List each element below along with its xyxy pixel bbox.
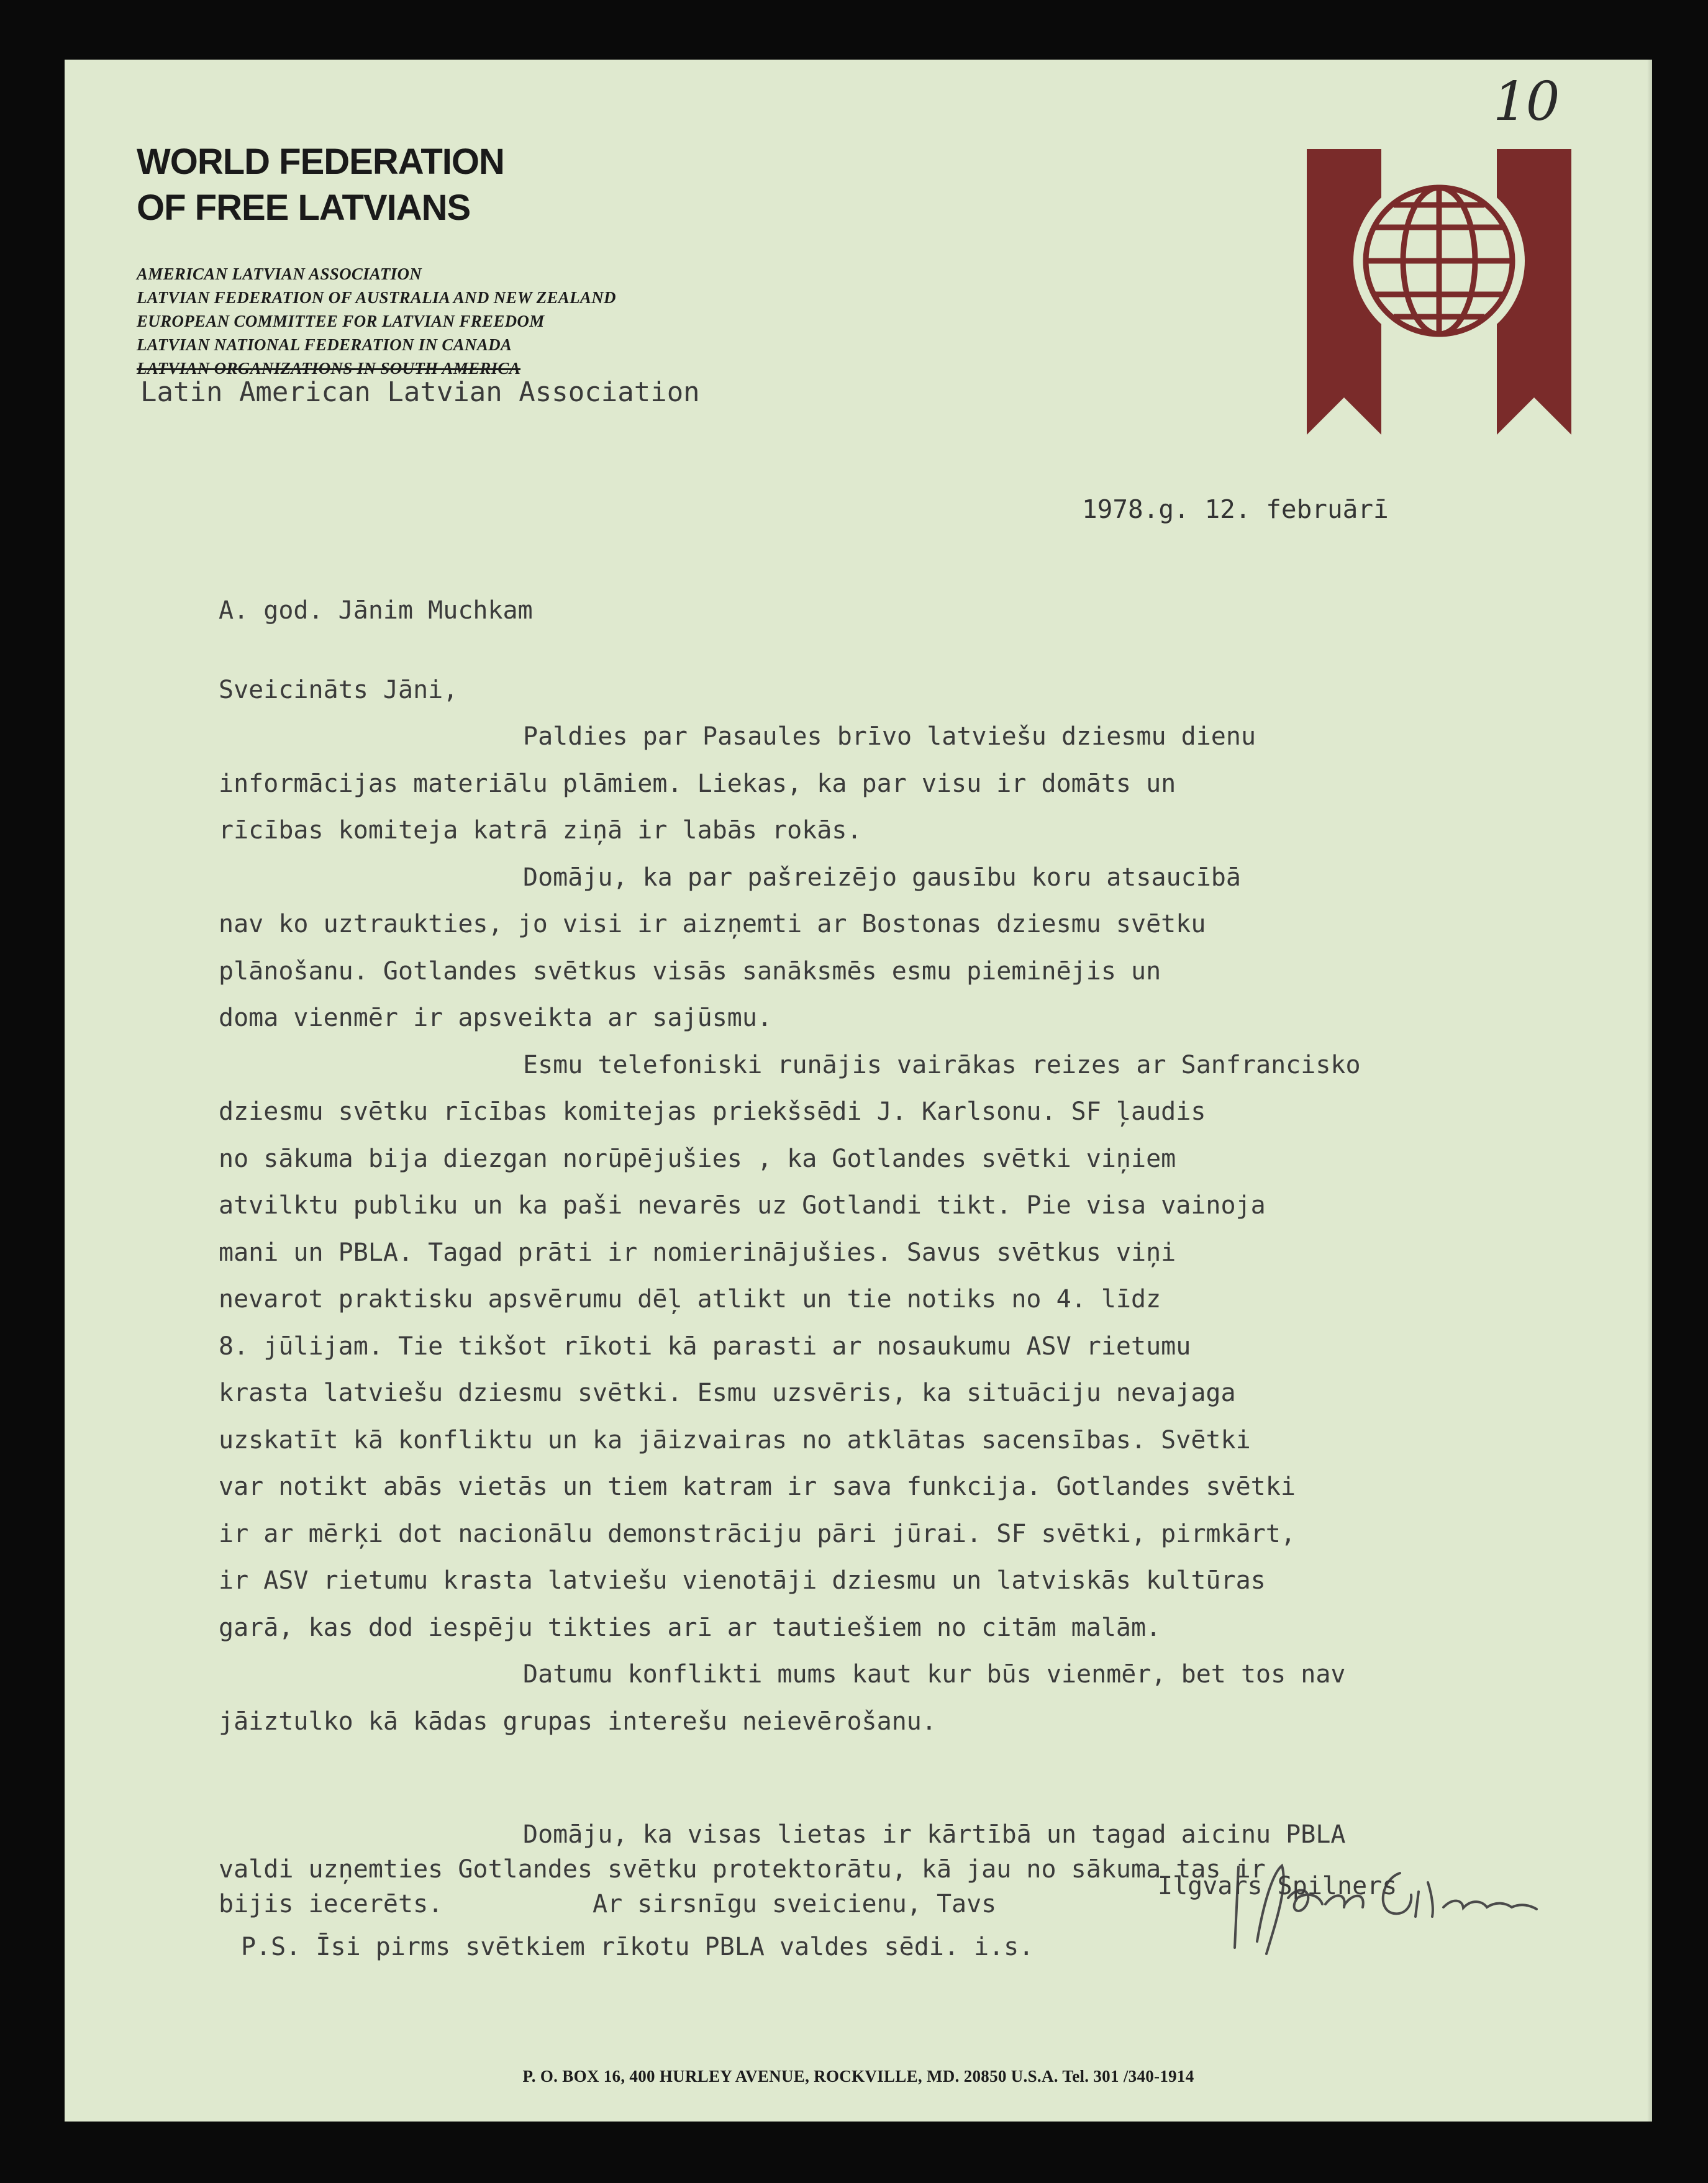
letterhead-title xyxy=(137,139,504,231)
sheet-edge-shadow xyxy=(1647,60,1652,2122)
letter-date: 1978.g. 12. februārī xyxy=(1082,494,1389,524)
letter-line: rīcības komiteja katrā ziņā ir labās rokās. xyxy=(219,816,862,845)
letter-line: uzskatīt kā konfliktu un ka jāizvairas no atklātas sacensības. Svētki xyxy=(219,1425,1251,1455)
member-organization: LATVIAN FEDERATION OF AUSTRALIA AND NEW ZEALAND xyxy=(137,288,616,307)
letter-line: informācijas materiālu plāmiem. Liekas, ka par visu ir domāts un xyxy=(219,769,1176,798)
typed-correction: Latin American Latvian Association xyxy=(140,376,700,408)
letter-line: var notikt abās vietās un tiem katram ir sava funkcija. Gotlandes svētki xyxy=(219,1473,1296,1501)
paragraph xyxy=(219,855,1616,1042)
letter-line: no sākuma bija diezgan norūpējušies , ka Gotlandes svētki viņiem xyxy=(219,1144,1176,1173)
signer-name: Ilgvars Spilners xyxy=(1158,1872,1397,1900)
member-organization-struck: LATVIAN ORGANIZATIONS IN SOUTH AMERICA xyxy=(137,359,521,378)
letterhead-title-line-1: WORLD FEDERATION xyxy=(137,142,504,182)
closing-line: bijis iecerēts. Ar sirsnīgu sveicienu, Tavs xyxy=(219,1890,997,1918)
letter-line: ir ASV rietumu krasta latviešu vienotāji dziesmu un latviskās kultūras xyxy=(219,1566,1266,1595)
letter-line: Datumu konflikti mums kaut kur būs vienmēr, bet tos nav xyxy=(523,1660,1346,1689)
salutation: Sveicināts Jāni, xyxy=(219,675,458,704)
closing-line: valdi uzņemties Gotlandes svētku protektorātu, kā jau no sākuma tas ir xyxy=(219,1855,1266,1884)
letter-line: mani un PBLA. Tagad prāti ir nomierinājušies. Savus svētkus viņi xyxy=(219,1238,1176,1267)
letter-line: dziesmu svētku rīcības komitejas priekšsēdi J. Karlsonu. SF ļaudis xyxy=(219,1097,1206,1126)
letter-line: ir ar mērķi dot nacionālu demonstrāciju pāri jūrai. SF svētki, pirmkārt, xyxy=(219,1519,1296,1548)
letterhead-title-line-2: OF FREE LATVIANS xyxy=(137,188,471,228)
member-organizations-list xyxy=(137,262,616,380)
handwritten-page-number: 10 xyxy=(1493,71,1559,133)
paragraph xyxy=(219,1651,1616,1745)
letter-line: doma vienmēr ir apsveikta ar sajūsmu. xyxy=(219,1004,773,1032)
postscript: P.S. Īsi pirms svētkiem rīkotu PBLA valdes sēdi. i.s. xyxy=(241,1933,1034,1961)
footer-address: P. O. BOX 16, 400 HURLEY AVENUE, ROCKVILLE, MD. 20850 U.S.A. Tel. 301 /340-1914 xyxy=(522,2067,1194,2085)
letter-line: Domāju, ka par pašreizējo gausību koru atsaucībā xyxy=(523,863,1241,892)
letter-line: krasta latviešu dziesmu svētki. Esmu uzsvēris, ka situāciju nevajaga xyxy=(219,1379,1236,1407)
member-organization: LATVIAN NATIONAL FEDERATION IN CANADA xyxy=(137,335,512,354)
letter-body xyxy=(219,588,1616,1745)
letter-line: Esmu telefoniski runājis vairākas reizes ar Sanfrancisko xyxy=(523,1050,1361,1079)
letter-line: garā, kas dod iespēju tikties arī ar tautiešiem no citām malām. xyxy=(219,1613,1161,1642)
paragraph xyxy=(219,714,1616,855)
paragraph xyxy=(219,1042,1616,1652)
letter-sheet xyxy=(65,60,1652,2122)
addressee: A. god. Jānim Muchkam xyxy=(219,596,533,625)
letter-line: atvilktu publiku un ka paši nevarēs uz Gotlandi tikt. Pie visa vainoja xyxy=(219,1191,1266,1220)
member-organization: AMERICAN LATVIAN ASSOCIATION xyxy=(137,265,422,283)
letter-line: Paldies par Pasaules brīvo latviešu dziesmu dienu xyxy=(523,722,1256,751)
globe-banner-logo-icon xyxy=(1307,149,1571,435)
handwritten-signature-icon xyxy=(1214,1848,1599,1966)
letter-line: 8. jūlijam. Tie tikšot rīkoti kā parasti ar nosaukumu ASV rietumu xyxy=(219,1332,1191,1361)
letter-line: plānošanu. Gotlandes svētkus visās sanāksmēs esmu pieminējis un xyxy=(219,956,1161,986)
letter-line: nav ko uztraukties, jo visi ir aizņemti ar Bostonas dziesmu svētku xyxy=(219,910,1206,938)
letter-line: nevarot praktisku apsvērumu dēļ atlikt un tie notiks no 4. līdz xyxy=(219,1285,1161,1314)
closing-line: Domāju, ka visas lietas ir kārtībā un tagad aicinu PBLA xyxy=(523,1820,1346,1849)
letter-line: jāiztulko kā kādas grupas interešu neievērošanu. xyxy=(219,1707,937,1736)
member-organization: EUROPEAN COMMITTEE FOR LATVIAN FREEDOM xyxy=(137,312,545,330)
